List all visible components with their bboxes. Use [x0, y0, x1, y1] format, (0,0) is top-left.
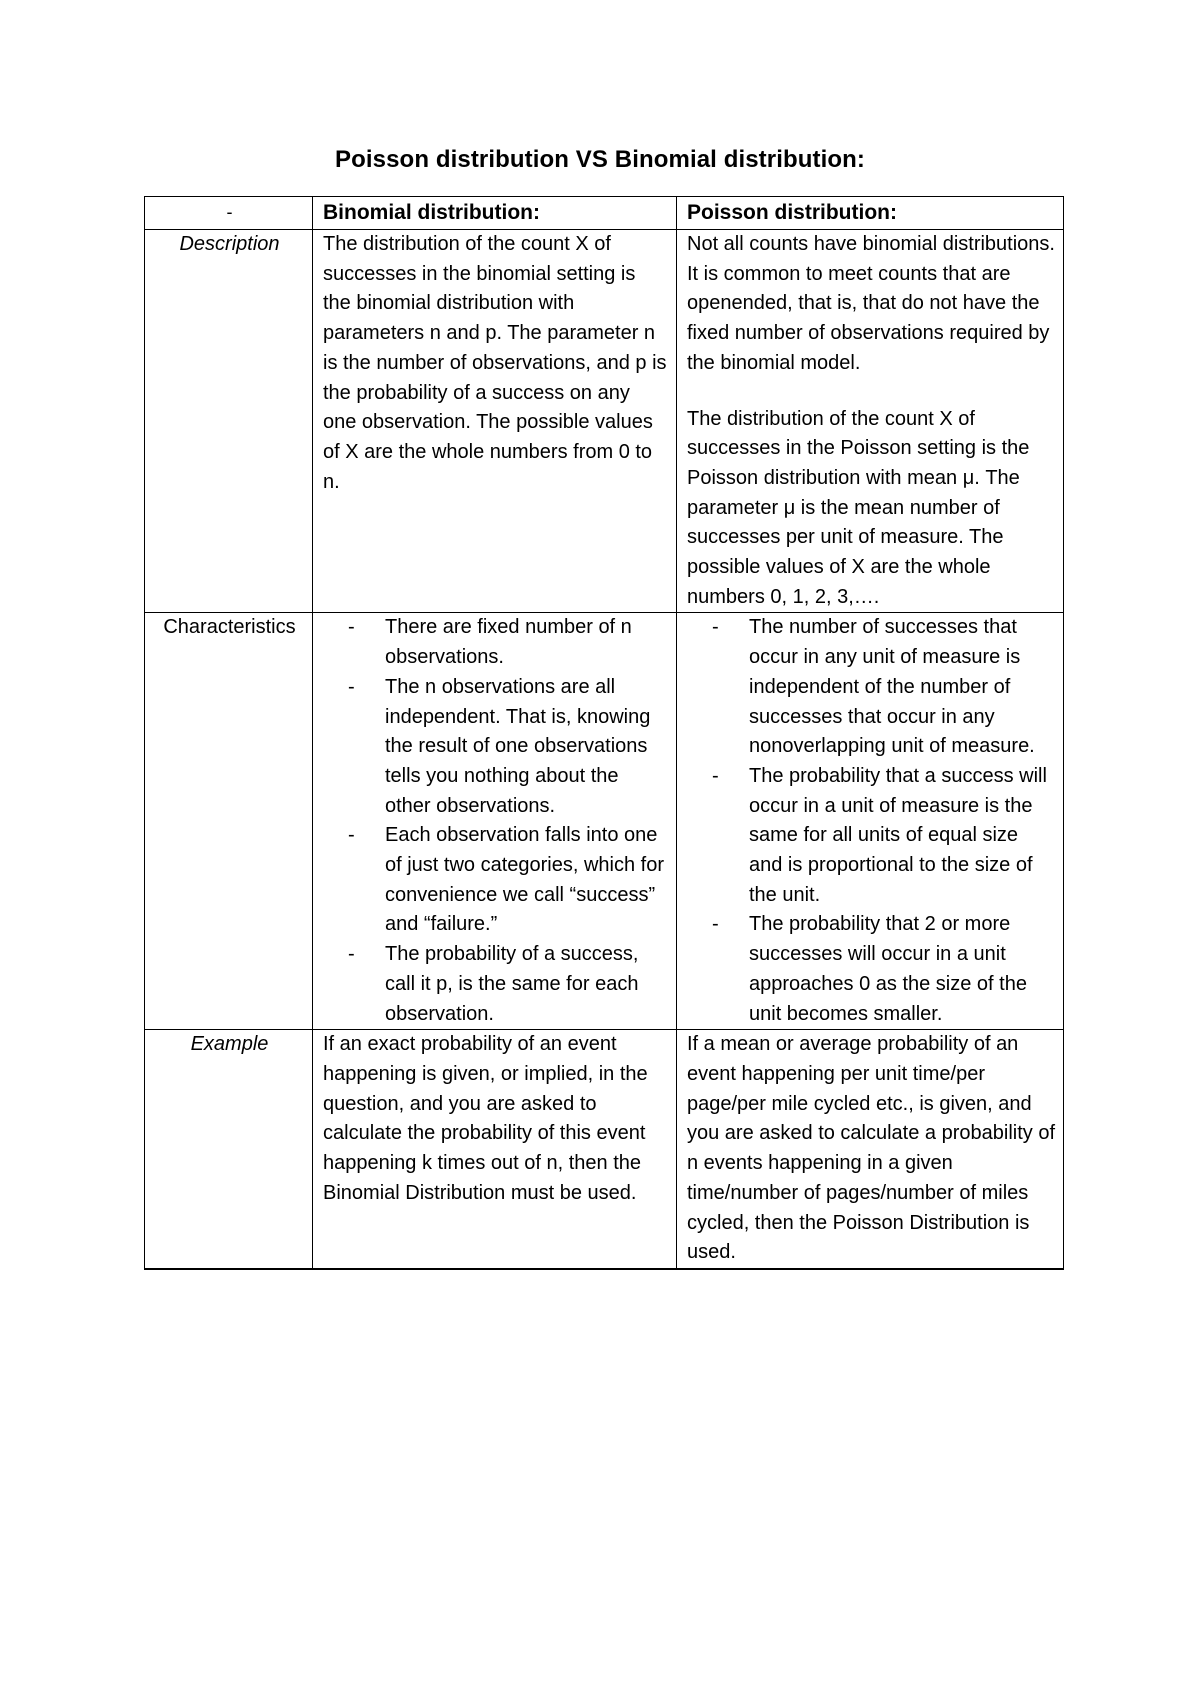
- characteristics-poisson-list: [687, 613, 1055, 1029]
- table-header-row: [145, 197, 1064, 230]
- characteristics-binomial-cell: [313, 613, 677, 1030]
- list-item: - Each observation falls into one of just two categories, which for convenience we call “success” and “failure.”: [385, 821, 668, 940]
- header-binomial: Binomial distribution:: [313, 197, 677, 230]
- description-poisson-paragraph-2: The distribution of the count X of successes in the Poisson setting is the Poisson distribution with mean μ. The parameter μ is the mean number of successes per unit of measure. The possible values of X are the whole numbers 0, 1, 2, 3,….: [687, 407, 1030, 608]
- list-item: - The probability that 2 or more successes will occur in a unit approaches 0 as the size of the unit becomes smaller.: [749, 910, 1055, 1029]
- row-label-description: Description: [145, 230, 313, 613]
- characteristics-poisson-cell: [677, 613, 1064, 1030]
- list-item: - The probability that a success will occur in a unit of measure is the same for all units of equal size and is proportional to the size of the unit.: [749, 762, 1055, 911]
- header-corner-cell: -: [145, 197, 313, 230]
- example-poisson-text: If a mean or average probability of an event happening per unit time/per page/per mile cycled etc., is given, and you are asked to calculate a probability of n events happening in a given time/number of pages/number of miles cycled, then the Poisson Distribution is used.: [687, 1033, 1055, 1264]
- table-row-description: [145, 230, 1064, 613]
- list-item: - There are fixed number of n observations.: [385, 613, 668, 672]
- example-binomial-cell: [313, 1030, 677, 1269]
- page-title: Poisson distribution VS Binomial distribution:: [335, 146, 865, 173]
- list-item: - The probability of a success, call it p, is the same for each observation.: [385, 940, 668, 1029]
- header-poisson: Poisson distribution:: [677, 197, 1064, 230]
- table-row-characteristics: [145, 613, 1064, 1030]
- description-poisson-paragraph-1: Not all counts have binomial distributions. It is common to meet counts that are openended, that is, that do not have the fixed number of observations required by the binomial model.: [687, 233, 1055, 374]
- paragraph-spacer: [687, 379, 1055, 405]
- characteristics-binomial-list: [323, 613, 668, 1029]
- example-binomial-text: If an exact probability of an event happening is given, or implied, in the question, and you are asked to calculate the probability of this event happening k times out of n, then the Binomial Distribution must be used.: [323, 1033, 648, 1204]
- example-poisson-cell: [677, 1030, 1064, 1269]
- list-item: - The number of successes that occur in any unit of measure is independent of the number of successes that occur in any nonoverlapping unit of measure.: [749, 613, 1055, 762]
- comparison-table: [144, 196, 1064, 1270]
- table-row-example: [145, 1030, 1064, 1269]
- list-item: - The n observations are all independent. That is, knowing the result of one observations tells you nothing about the other observations.: [385, 673, 668, 822]
- description-binomial-text: The distribution of the count X of successes in the binomial setting is the binomial distribution with parameters n and p. The parameter n is the number of observations, and p is the probability of a success on any one observation. The possible values of X are the whole numbers from 0 to n.: [323, 233, 667, 493]
- description-poisson-cell: [677, 230, 1064, 613]
- row-label-example: Example: [145, 1030, 313, 1269]
- row-label-characteristics: Characteristics: [145, 613, 313, 1030]
- description-binomial-cell: [313, 230, 677, 613]
